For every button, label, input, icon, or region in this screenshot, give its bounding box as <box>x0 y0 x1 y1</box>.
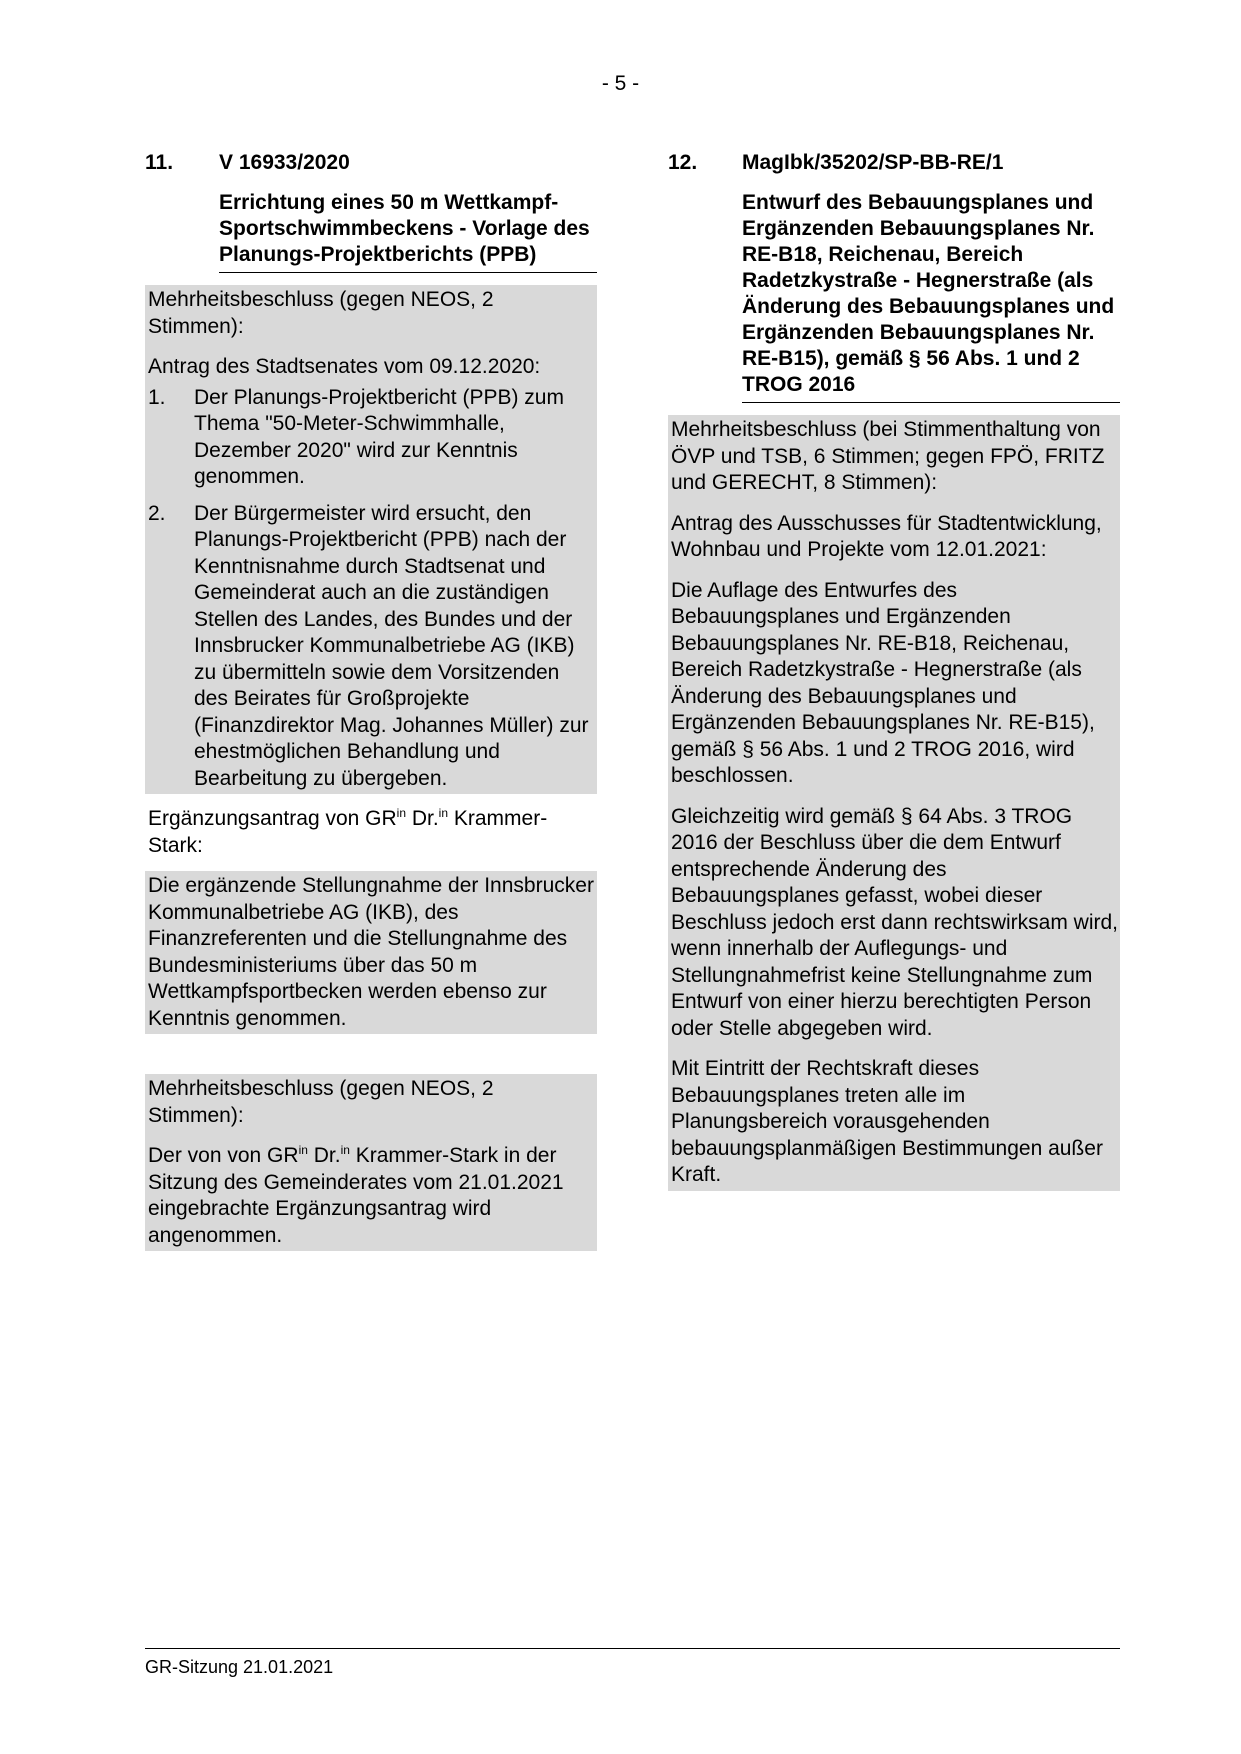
superscript: in <box>298 1143 308 1157</box>
page-number: - 5 - <box>601 72 640 95</box>
motion-list <box>145 383 597 795</box>
list-item <box>148 385 595 491</box>
item-subject: Entwurf des Bebauungsplanes und Ergänzenden Bebauungsplanes Nr. RE-B18, Reichenau, Bereich Radetzkystraße - Hegnerstraße (als Änderung des Bebauungsplanes und Ergänzenden Bebauungsplanes Nr. RE-B15), gemäß § 56 Abs. 1 und 2 TROG 2016 <box>742 190 1120 403</box>
item-code: MagIbk/35202/SP-BB-RE/1 <box>742 151 1004 174</box>
text-run: Krammer-Stark in der Sitzung des Gemeinderates vom 21.01.2021 eingebrachte Ergänzungsantrag wird angenommen. <box>148 1144 564 1247</box>
list-item-text: Der Bürgermeister wird ersucht, den Planungs-Projektbericht (PPB) nach der Kenntnisnahme durch Stadtsenat und Gemeinderat auch an die zuständigen Stellen des Landes, des Bundes und der Innsbrucker Kommunalbetriebe AG (IKB) zu übermitteln sowie dem Vorsitzenden des Beirates für Großprojekte (Finanzdirektor Mag. Johannes Müller) zur ehestmöglichen Behandlung und Bearbeitung zu übergeben. <box>194 501 589 790</box>
item-number: 11. <box>145 151 174 174</box>
item-header <box>668 150 1120 176</box>
item-subject: Errichtung eines 50 m Wettkampf-Sportschwimmbeckens - Vorlage des Planungs-Projektberichts (PPB) <box>219 190 597 273</box>
agenda-item-11 <box>145 150 597 1251</box>
text-run: Der von von GR <box>148 1144 299 1167</box>
decision-text: Mehrheitsbeschluss (gegen NEOS, 2 Stimmen): <box>148 288 494 338</box>
spacer <box>145 1034 597 1074</box>
motion-intro: Antrag des Ausschusses für Stadtentwicklung, Wohnbau und Projekte vom 12.01.2021: <box>671 511 1102 561</box>
supplementary-motion-text: Die ergänzende Stellungnahme der Innsbrucker Kommunalbetriebe AG (IKB), des Finanzreferenten und die Stellungnahme des Bundesministeriums über das 50 m Wettkampfsportbecken werden ebenso zur Kenntnis genommen. <box>145 871 597 1034</box>
item-number: 12. <box>668 151 698 174</box>
footer: GR-Sitzung 21.01.2021 <box>145 1648 1120 1678</box>
motion-paragraph-2: Gleichzeitig wird gemäß § 64 Abs. 3 TROG 2016 der Beschluss über die dem Entwurf entsprechende Änderung des Bebauungsplanes gefasst, wobei dieser Beschluss jedoch erst dann rechtswirksam wird, wenn innerhalb der Auflegungs- und Stellungnahmefrist keine Stellungnahme zum Entwurf von einer hierzu berechtigten Person oder Stelle abgegeben wird. <box>671 804 1119 1040</box>
superscript: in <box>396 806 406 820</box>
agenda-item-12 <box>668 150 1120 1191</box>
motion-intro: Antrag des Stadtsenates vom 09.12.2020: <box>148 355 541 378</box>
item-header <box>145 150 597 176</box>
decision-text: Mehrheitsbeschluss (bei Stimmenthaltung von ÖVP und TSB, 6 Stimmen; gegen FPÖ, FRITZ und GERECHT, 8 Stimmen): <box>671 418 1105 494</box>
text-run: Krammer-Stark: <box>148 807 548 857</box>
supplementary-motion-intro <box>145 804 597 861</box>
resolution-text <box>145 1141 597 1251</box>
list-item-number: 2. <box>148 501 166 525</box>
list-item <box>148 501 595 793</box>
motion-paragraph-3: Mit Eintritt der Rechtskraft dieses Bebauungsplanes treten alle im Planungsbereich vorausgehenden bebauungsplanmäßigen Bestimmungen außer Kraft. <box>671 1057 1103 1186</box>
decision-section-2 <box>145 1074 597 1251</box>
superscript: in <box>438 806 449 820</box>
text-run: Dr. <box>307 1144 341 1167</box>
text-run: Ergänzungsantrag von GR <box>148 807 397 830</box>
text-run: Dr. <box>406 807 439 830</box>
list-item-text: Der Planungs-Projektbericht (PPB) zum Thema "50-Meter-Schwimmhalle, Dezember 2020" wird zur Kenntnis genommen. <box>194 385 564 488</box>
decision-section <box>145 285 597 794</box>
motion-paragraph-1: Die Auflage des Entwurfes des Bebauungsplanes und Ergänzenden Bebauungsplanes Nr. RE-B18, Reichenau, Bereich Radetzkystraße - Hegnerstraße (als Änderung des Bebauungsplanes und Ergänzenden Bebauungsplanes Nr. RE-B15), gemäß § 56 Abs. 1 und 2 TROG 2016, wird beschlossen. <box>671 578 1095 787</box>
item-code: V 16933/2020 <box>219 151 350 174</box>
decision-section <box>668 415 1120 1191</box>
superscript: in <box>340 1143 350 1157</box>
decision-text: Mehrheitsbeschluss (gegen NEOS, 2 Stimmen): <box>148 1077 494 1127</box>
list-item-number: 1. <box>148 385 166 409</box>
